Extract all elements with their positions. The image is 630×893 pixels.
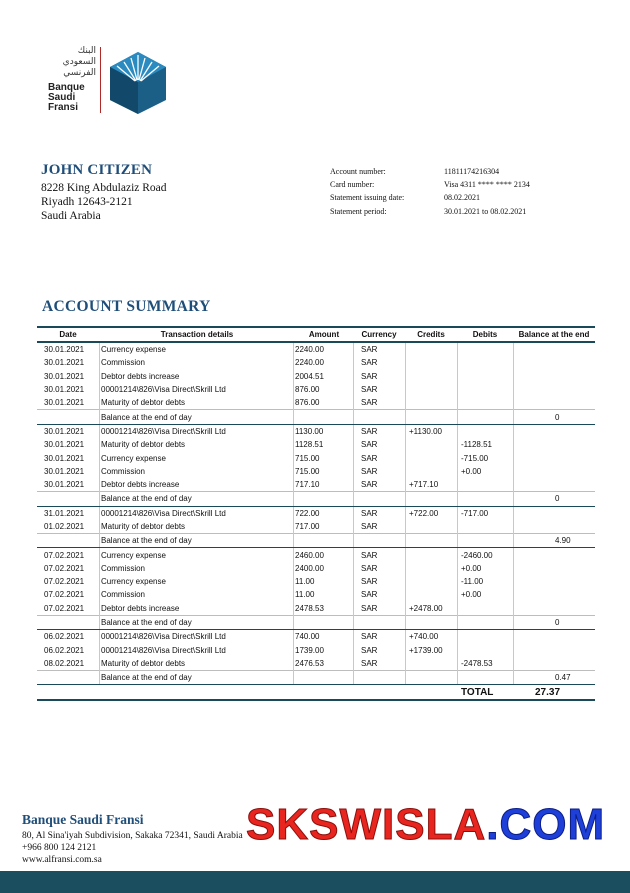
balance-label: Balance at the end of day [101, 673, 192, 683]
balance-label: Balance at the end of day [101, 412, 192, 422]
cell-details: Currency expense [101, 550, 166, 560]
table-row [37, 520, 595, 533]
cell-debit: +0.00 [461, 466, 482, 476]
column-header-date: Date [59, 330, 77, 339]
cell-details: Currency expense [101, 345, 166, 355]
cell-amount: 2400.00 [295, 563, 324, 573]
statement-field-account [330, 165, 530, 178]
cell-amount: 2240.00 [295, 345, 324, 355]
footer-phone: +966 800 124 2121 [22, 843, 97, 853]
balance-value: 0 [555, 618, 560, 628]
cell-currency: SAR [361, 345, 378, 355]
column-divider [353, 425, 354, 506]
column-divider [405, 630, 406, 684]
column-divider [99, 507, 100, 548]
balance-value: 0 [555, 494, 560, 504]
transaction-group [37, 425, 595, 506]
column-divider [293, 548, 294, 629]
column-divider [457, 425, 458, 506]
cell-credit: +1739.00 [409, 645, 443, 655]
cell-date: 30.01.2021 [44, 453, 85, 463]
column-header-balance: Balance at the end [518, 330, 590, 339]
cell-details: Commission [101, 563, 146, 573]
statement-field-card [330, 178, 530, 191]
cell-date: 01.02.2021 [44, 522, 85, 531]
cell-date: 30.01.2021 [44, 440, 85, 450]
cell-currency: SAR [361, 658, 378, 668]
cell-currency: SAR [361, 645, 378, 655]
table-row [37, 588, 595, 601]
customer-address-line: 8228 King Abdulaziz Road [41, 182, 167, 194]
cell-date: 31.01.2021 [44, 508, 85, 518]
cell-amount: 717.00 [295, 522, 320, 531]
logo-french-line-3: Fransi [48, 102, 79, 113]
column-divider [353, 630, 354, 684]
column-divider [353, 343, 354, 424]
cell-details: 00001214\826\Visa Direct\Skrill Ltd [101, 645, 226, 655]
cell-date: 30.01.2021 [44, 426, 85, 436]
balance-row [37, 409, 595, 423]
cell-date: 30.01.2021 [44, 358, 85, 368]
table-row [37, 356, 595, 369]
field-label: Account number: [330, 166, 386, 176]
footer-bar [0, 871, 630, 893]
total-label: TOTAL [461, 686, 494, 698]
column-divider [457, 343, 458, 424]
cell-credit: +2478.00 [409, 603, 443, 613]
cell-date: 07.02.2021 [44, 563, 85, 573]
balance-row [37, 615, 595, 629]
cell-amount: 2478.53 [295, 603, 324, 613]
cell-date: 30.01.2021 [44, 385, 85, 395]
table-row [37, 425, 595, 438]
cell-date: 30.01.2021 [44, 398, 85, 408]
cell-amount: 11.00 [295, 577, 315, 587]
balance-label: Balance at the end of day [101, 536, 192, 546]
table-row [37, 451, 595, 464]
table-row [37, 396, 595, 409]
watermark-part-1: SKSWISLA [246, 800, 487, 849]
balance-label: Balance at the end of day [101, 618, 192, 628]
bank-logo-french [44, 83, 96, 113]
cell-details: 00001214\826\Visa Direct\Skrill Ltd [101, 508, 226, 518]
cell-debit: -1128.51 [461, 440, 492, 450]
bank-logo-text [44, 46, 96, 113]
cell-amount: 876.00 [295, 385, 320, 395]
cell-debit: -2460.00 [461, 550, 493, 560]
cell-date: 06.02.2021 [44, 645, 85, 655]
cell-currency: SAR [361, 358, 378, 368]
cell-amount: 2460.00 [295, 550, 324, 560]
cell-debit: -11.00 [461, 577, 484, 587]
column-divider [293, 425, 294, 506]
field-label: Statement period: [330, 206, 387, 216]
table-row [37, 644, 595, 657]
cell-date: 30.01.2021 [44, 466, 85, 476]
transaction-group [37, 343, 595, 424]
column-header-currency: Currency [361, 330, 397, 339]
statement-field-period [330, 205, 530, 218]
cell-date: 30.01.2021 [44, 371, 85, 381]
cell-details: Currency expense [101, 453, 166, 463]
table-row [37, 383, 595, 396]
balance-label: Balance at the end of day [101, 494, 192, 504]
column-divider [513, 630, 514, 684]
cell-credit: +722.00 [409, 508, 439, 518]
table-row [37, 562, 595, 575]
table-row [37, 438, 595, 451]
transaction-group [37, 507, 595, 548]
column-divider [405, 548, 406, 629]
cell-details: 00001214\826\Visa Direct\Skrill Ltd [101, 426, 226, 436]
cell-amount: 11.00 [295, 590, 315, 600]
field-value: 30.01.2021 to 08.02.2021 [444, 206, 527, 216]
transaction-groups [37, 343, 595, 685]
table-row [37, 602, 595, 615]
cell-credit: +1130.00 [409, 426, 442, 436]
cell-currency: SAR [361, 522, 378, 531]
column-header-amount: Amount [308, 330, 340, 339]
cell-details: Commission [101, 466, 146, 476]
column-divider [353, 507, 354, 548]
cell-date: 08.02.2021 [44, 658, 85, 668]
table-row [37, 657, 595, 670]
cell-date: 07.02.2021 [44, 550, 85, 560]
cell-amount: 1739.00 [295, 645, 324, 655]
cell-amount: 740.00 [295, 632, 320, 642]
transactions-table [37, 326, 595, 701]
cell-currency: SAR [361, 426, 378, 436]
column-divider [99, 548, 100, 629]
cell-debit: +0.00 [461, 563, 482, 573]
table-row [37, 465, 595, 478]
cell-amount: 2476.53 [295, 658, 324, 668]
cell-currency: SAR [361, 440, 378, 450]
field-value: 11811174216304 [444, 166, 500, 176]
balance-row [37, 670, 595, 684]
column-header-debits: Debits [472, 330, 498, 339]
column-divider [99, 630, 100, 684]
balance-row [37, 533, 595, 547]
logo-arabic-line-2: السعودي [62, 57, 96, 67]
column-divider [293, 343, 294, 424]
cell-amount: 1130.00 [295, 426, 324, 436]
cell-currency: SAR [361, 590, 378, 600]
logo-divider [100, 47, 101, 113]
cell-debit: +0.00 [461, 590, 482, 600]
column-divider [293, 630, 294, 684]
cell-currency: SAR [361, 577, 378, 587]
field-label: Statement issuing date: [330, 193, 405, 203]
column-divider [405, 425, 406, 506]
cell-currency: SAR [361, 371, 378, 381]
balance-value: 4.90 [555, 536, 571, 546]
cell-currency: SAR [361, 632, 378, 642]
table-row [37, 343, 595, 356]
field-label: Card number: [330, 179, 375, 189]
cell-date: 07.02.2021 [44, 577, 85, 587]
logo-french-line-2: Saudi [48, 92, 76, 103]
cell-credit: +717.10 [409, 480, 439, 490]
logo-arabic-line-3: الفرنسي [63, 68, 96, 78]
cell-currency: SAR [361, 398, 378, 408]
cell-amount: 722.00 [295, 508, 320, 518]
column-divider [457, 548, 458, 629]
watermark-part-2: .COM [486, 800, 606, 849]
column-divider [513, 548, 514, 629]
cell-currency: SAR [361, 550, 378, 560]
table-row [37, 507, 595, 520]
cell-details: Commission [101, 358, 146, 368]
cell-amount: 715.00 [295, 453, 320, 463]
column-divider [513, 343, 514, 424]
field-value: Visa 4311 **** **** 2134 [444, 179, 530, 189]
cell-details: 00001214\826\Visa Direct\Skrill Ltd [101, 632, 226, 642]
cell-details: Maturity of debtor debts [101, 658, 186, 668]
cell-currency: SAR [361, 466, 378, 476]
bank-logo-icon [108, 50, 168, 116]
logo-french-line-1: Banque [48, 82, 85, 93]
cell-currency: SAR [361, 603, 378, 613]
customer-name: JOHN CITIZEN [41, 162, 153, 178]
cell-date: 07.02.2021 [44, 603, 85, 613]
table-header [37, 328, 595, 341]
cell-date: 06.02.2021 [44, 632, 85, 642]
customer-block [41, 162, 167, 223]
footer-bank-name: Banque Saudi Fransi [22, 812, 144, 827]
table-row [37, 575, 595, 588]
customer-address-line: Saudi Arabia [41, 210, 101, 222]
column-divider [457, 630, 458, 684]
cell-debit: -715.00 [461, 453, 489, 463]
column-divider [405, 507, 406, 548]
statement-field-issue-date [330, 192, 530, 205]
column-header-details: Transaction details [160, 330, 234, 339]
column-divider [457, 507, 458, 548]
cell-date: 30.01.2021 [44, 480, 85, 490]
logo-arabic-line-1: البنك [77, 46, 96, 56]
customer-address-line: Riyadh 12643-2121 [41, 196, 133, 208]
cell-date: 30.01.2021 [44, 345, 85, 355]
total-row [37, 685, 595, 699]
cell-details: Maturity of debtor debts [101, 398, 186, 408]
column-divider [405, 343, 406, 424]
cell-amount: 715.00 [295, 466, 320, 476]
column-divider [353, 548, 354, 629]
table-row [37, 370, 595, 383]
column-divider [99, 425, 100, 506]
cell-date: 07.02.2021 [44, 590, 85, 600]
cell-details: Debtor debts increase [101, 371, 180, 381]
table-row [37, 478, 595, 491]
cell-amount: 876.00 [295, 398, 320, 408]
table-bottom-rule [37, 699, 595, 701]
watermark [246, 800, 605, 850]
cell-details: Currency expense [101, 577, 166, 587]
balance-row [37, 491, 595, 505]
footer [22, 812, 243, 866]
cell-details: 00001214\826\Visa Direct\Skrill Ltd [101, 385, 226, 395]
cell-details: Debtor debts increase [101, 603, 180, 613]
table-row [37, 548, 595, 561]
cell-currency: SAR [361, 480, 378, 490]
footer-website[interactable]: www.alfransi.com.sa [22, 855, 102, 865]
cell-currency: SAR [361, 385, 378, 395]
column-divider [513, 425, 514, 506]
statement-info [330, 165, 530, 218]
cell-details: Maturity of debtor debts [101, 522, 186, 531]
total-value: 27.37 [535, 686, 561, 698]
balance-value: 0.47 [555, 673, 571, 683]
transaction-group [37, 630, 595, 684]
bank-logo-arabic [44, 46, 96, 79]
cell-debit: -2478.53 [461, 658, 493, 668]
column-header-credits: Credits [417, 330, 445, 339]
table-row [37, 630, 595, 643]
column-divider [99, 343, 100, 424]
balance-value: 0 [555, 412, 560, 422]
cell-currency: SAR [361, 453, 378, 463]
cell-amount: 2004.51 [295, 371, 324, 381]
cell-amount: 2240.00 [295, 358, 324, 368]
cell-details: Maturity of debtor debts [101, 440, 186, 450]
cell-amount: 1128.51 [295, 440, 324, 450]
cell-debit: -717.00 [461, 508, 489, 518]
footer-address: 80, Al Sina'iyah Subdivision, Sakaka 72341, Saudi Arabia [22, 831, 243, 841]
cell-currency: SAR [361, 508, 378, 518]
column-divider [293, 507, 294, 548]
cell-details: Debtor debts increase [101, 480, 180, 490]
transaction-group [37, 548, 595, 629]
column-divider [513, 507, 514, 548]
cell-currency: SAR [361, 563, 378, 573]
cell-credit: +740.00 [409, 632, 439, 642]
cell-details: Commission [101, 590, 146, 600]
account-summary-title: ACCOUNT SUMMARY [42, 298, 211, 315]
field-value: 08.02.2021 [444, 193, 480, 203]
cell-amount: 717.10 [295, 480, 320, 490]
